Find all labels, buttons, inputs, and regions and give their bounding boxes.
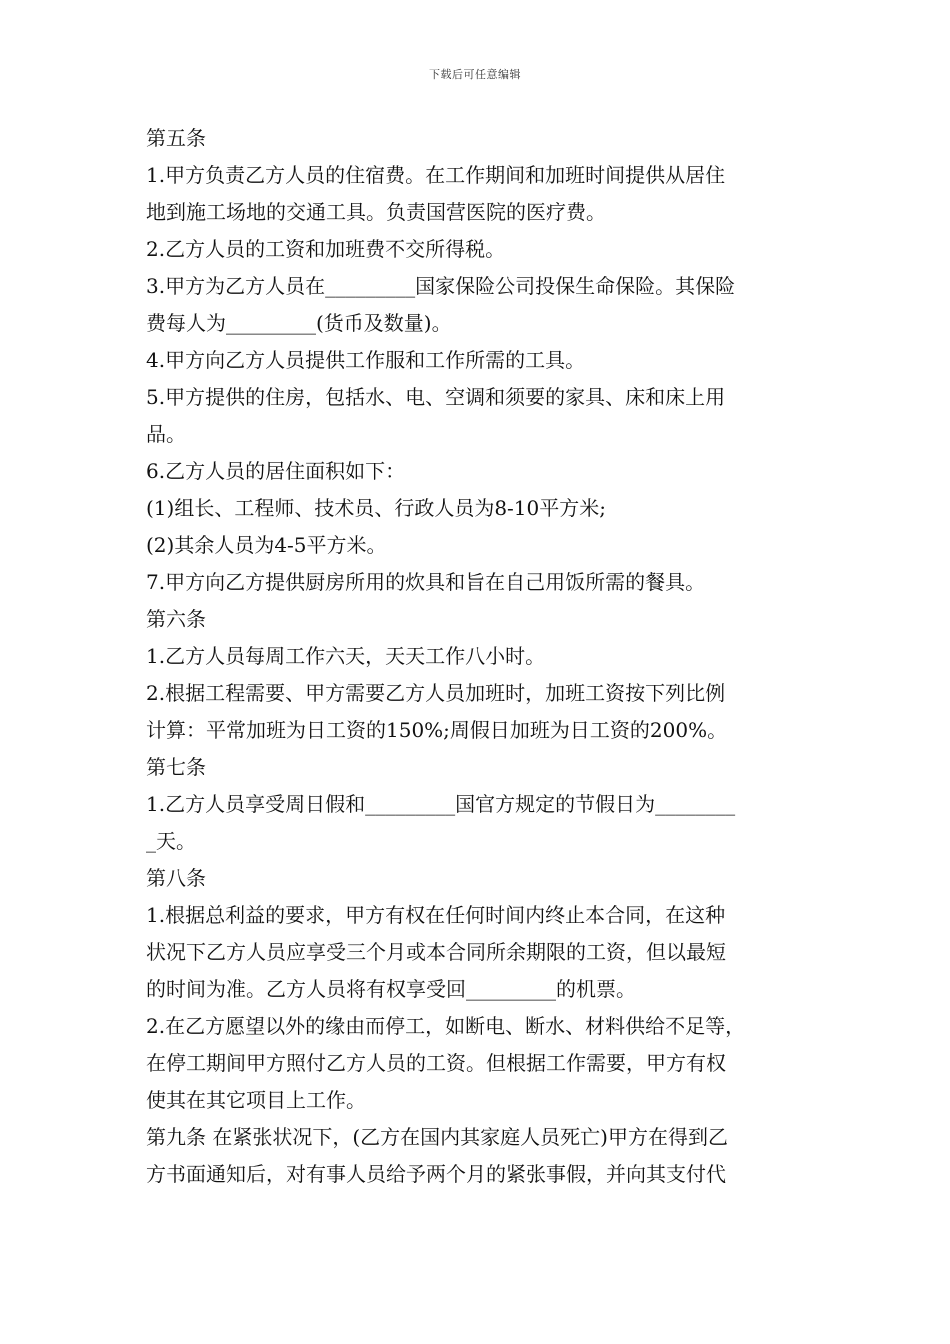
text-line: 5.甲方提供的住房，包括水、电、空调和须要的家具、床和床上用: [146, 385, 726, 409]
text-line: _天。: [146, 829, 196, 853]
text-line: (1)组长、工程师、技术员、行政人员为8-10平方米;: [146, 496, 606, 520]
text-line: 地到施工场地的交通工具。负责国营医院的医疗费。: [146, 200, 606, 224]
text-line: 费每人为_________(货币及数量)。: [146, 311, 452, 335]
text-line: 2.在乙方愿望以外的缘由而停工，如断电、断水、材料供给不足等，: [146, 1014, 746, 1038]
text-line: 1.乙方人员每周工作六天，天天工作八小时。: [146, 644, 546, 668]
text-line: 6.乙方人员的居住面积如下：: [146, 459, 406, 483]
text-line: 方书面通知后，对有事人员给予两个月的紧张事假，并向其支付代: [146, 1162, 726, 1186]
text-line: 品。: [146, 422, 186, 446]
header-note: 下载后可任意编辑: [429, 68, 521, 81]
text-line: 使其在其它项目上工作。: [146, 1088, 366, 1112]
document-body: [146, 120, 810, 1193]
text-line: 1.根据总利益的要求，甲方有权在任何时间内终止本合同，在这种: [146, 903, 726, 927]
text-line: 状况下乙方人员应享受三个月或本合同所余期限的工资，但以最短: [146, 940, 726, 964]
text-line: 4.甲方向乙方人员提供工作服和工作所需的工具。: [146, 348, 586, 372]
text-line: 在停工期间甲方照付乙方人员的工资。但根据工作需要，甲方有权: [146, 1051, 726, 1075]
article-heading: 第七条: [146, 755, 206, 779]
text-line: 第九条 在紧张状况下，(乙方在国内其家庭人员死亡)甲方在得到乙: [146, 1125, 728, 1149]
text-line: 的时间为准。乙方人员将有权享受回_________的机票。: [146, 977, 636, 1001]
article-heading: 第五条: [146, 126, 206, 150]
text-line: 3.甲方为乙方人员在_________国家保险公司投保生命保险。其保险: [146, 274, 736, 298]
text-line: 7.甲方向乙方提供厨房所用的炊具和旨在自己用饭所需的餐具。: [146, 570, 706, 594]
text-line: 2.根据工程需要、甲方需要乙方人员加班时，加班工资按下列比例: [146, 681, 726, 705]
text-line: 1.乙方人员享受周日假和_________国官方规定的节假日为________: [146, 792, 736, 816]
article-heading: 第八条: [146, 866, 206, 890]
article-heading: 第六条: [146, 607, 206, 631]
text-line: 1.甲方负责乙方人员的住宿费。在工作期间和加班时间提供从居住: [146, 163, 726, 187]
text-line: 2.乙方人员的工资和加班费不交所得税。: [146, 237, 506, 261]
text-line: (2)其余人员为4-5平方米。: [146, 533, 387, 557]
text-line: 计算：平常加班为日工资的150%;周假日加班为日工资的200%。: [146, 718, 728, 742]
